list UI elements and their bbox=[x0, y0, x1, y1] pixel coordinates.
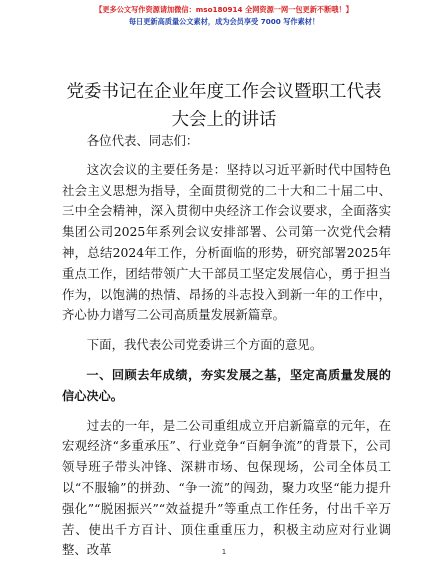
promo-banner-line-1: 【更多公文写作资源请加微信：mso180914 全网资源一网一包更新不断哦！】 bbox=[95, 5, 353, 14]
paragraph-intro: 下面，我代表公司党委讲三个方面的意见。 bbox=[86, 337, 323, 353]
document-title: 党委书记在企业年度工作会议暨职工代表大会上的讲话 bbox=[66, 82, 382, 130]
document-body bbox=[62, 131, 391, 570]
paragraph-review: 过去的一年，是二公司重组成立开启新篇章的元年，在宏观经济“多重承压”、行业竞争“百舸争流”的背景下，公司领导班子带头冲锋、深耕市场、包保现场，公司全体员工以“不服输”的拼劲、“争一流”的闯劲，聚力攻坚“能力提升强化”“脱困振兴”“效益提升”等重点工作任务，付出千辛万苦、使出千方百计、顶住重重压力，积极主动应对行业调整、改革 bbox=[62, 417, 391, 558]
page-number: 1 bbox=[221, 548, 227, 556]
salutation: 各位代表、同志们： bbox=[86, 133, 199, 148]
promo-banner bbox=[0, 4, 448, 28]
section-heading-1: 一、回顾去年成绩，夯实发展之基，坚定高质量发展的信心决心。 bbox=[62, 367, 391, 403]
paragraph-main-task: 这次会议的主要任务是：坚持以习近平新时代中国特色社会主义思想为指导，全面贯彻党的二十大和二十届二中、三中全会精神，深入贯彻中央经济工作会议要求，全面落实集团公司2025年系列会议安排部署、公司第一次党代会精神，总结2024年工作，分析面临的形势，研究部署2025年重点工作，团结带领广大干部员工坚定发展信心，勇于担当作为，以饱满的热情、昂扬的斗志投入到新一年的工作中，齐心协力谱写二公司高质量发展新篇章。 bbox=[62, 161, 391, 323]
promo-banner-line-2: 每日更新高质量公文素材，成为会员享受 7000 写作素材！ bbox=[128, 17, 320, 26]
